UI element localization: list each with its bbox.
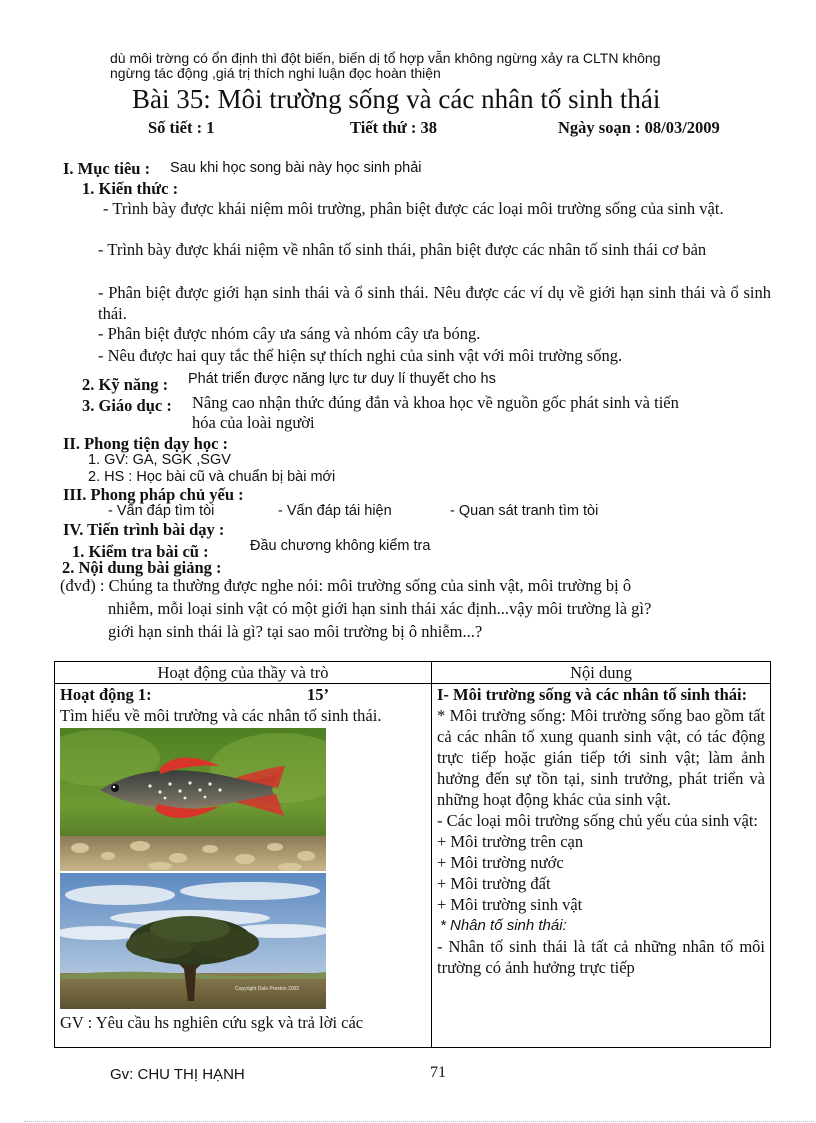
activity-cell: [55, 684, 432, 1048]
fish-image: [60, 728, 326, 871]
tien-trinh-heading: IV. Tiến trình bài dạy :: [63, 520, 225, 539]
kien-thuc-heading: 1. Kiến thức :: [82, 179, 179, 198]
tree-photo-caption: Copyright Dale Preston 2002: [235, 986, 300, 992]
intro-line-2: ngừng tác động ,giá trị thích nghi luận đọc hoàn thiện: [110, 65, 441, 81]
giao-duc-heading: 3. Giáo dục :: [82, 396, 172, 415]
giao-duc-line: Nâng cao nhận thức đúng đắn và khoa học về nguồn gốc phát sinh và tiến: [192, 393, 679, 412]
phuong-phap-heading: III. Phong pháp chủ yếu :: [63, 485, 244, 504]
giao-duc-line: hóa của loài người: [192, 413, 315, 432]
content-list-item: + Môi trường sinh vật: [437, 895, 583, 914]
content-heading: I- Môi trường sống và các nhân tố sinh thái:: [437, 685, 748, 704]
activity-label: Hoạt động 1:: [60, 685, 152, 704]
kien-thuc-item: - Phân biệt được nhóm cây ưa sáng và nhóm cây ưa bóng.: [98, 324, 481, 343]
tiet-thu: Tiết thứ : 38: [350, 118, 438, 137]
dvd-line: giới hạn sinh thái là gì? tại sao môi trường bị ô nhiễm...?: [108, 622, 483, 641]
kien-thuc-item: - Trình bày được khái niệm về nhân tố sinh thái, phân biệt được các nhân tố sinh thái cơ bản: [98, 240, 707, 259]
content-para-3: - Nhân tố sinh thái là tất cả những nhân tố môi trường có ảnh hưởng trực tiếp: [437, 937, 765, 977]
kiem-tra-text: Đầu chương không kiểm tra: [250, 538, 431, 554]
intro-line-1: dù môi trờng có ổn định thì đột biến, biến dị tổ hợp vẫn không ngừng xảy ra CLTN không: [110, 50, 661, 66]
kien-thuc-item: - Phân biệt được giới hạn sinh thái và ổ sinh thái. Nêu được các ví dụ về giới hạn sinh thái và ổ sinh thái.: [98, 283, 771, 323]
muc-tieu-heading: I. Mục tiêu :: [63, 159, 151, 178]
lesson-table: [54, 661, 771, 1048]
muc-tieu-text: Sau khi học song bài này học sinh phải: [170, 160, 422, 176]
phuong-tien-item: 1. GV: GA, SGK ,SGV: [88, 452, 231, 468]
so-tiet: Số tiết : 1: [148, 118, 215, 137]
ky-nang-heading: 2. Kỹ năng :: [82, 375, 169, 394]
footer-author: Gv: CHU THỊ HẠNH: [110, 1066, 245, 1083]
ngay-soan: Ngày soạn : 08/03/2009: [558, 118, 720, 137]
tree-image: [60, 873, 326, 1009]
dvd-line: (đvđ) : Chúng ta thường được nghe nói: môi trường sống của sinh vật, môi trường bị ô: [60, 576, 632, 595]
table-header-left: Hoạt động của thầy và trò: [55, 662, 432, 684]
kiem-tra-heading: 1. Kiểm tra bài cũ :: [72, 542, 209, 561]
kien-thuc-item: - Nêu được hai quy tắc thể hiện sự thích nghi của sinh vật với môi trường sống.: [98, 346, 623, 365]
fish-photo: [60, 728, 326, 871]
activity-time: 15’: [307, 685, 329, 704]
phuong-phap-item: - Vấn đáp tái hiện: [278, 503, 392, 519]
phuong-phap-item: - Quan sát tranh tìm tòi: [450, 503, 599, 519]
content-list-item: + Môi trường nước: [437, 853, 564, 872]
content-cell: [432, 684, 771, 1048]
tree-photo: [60, 873, 326, 1009]
table-header-right: Nội dung: [432, 662, 771, 684]
bottom-rule: [24, 1121, 814, 1122]
activity-task: Tìm hiểu về môi trường và các nhân tố sinh thái.: [60, 706, 382, 725]
page-number: 71: [430, 1064, 446, 1081]
phuong-phap-item: - Vấn đáp tìm tòi: [108, 503, 215, 519]
content-list-item: + Môi trường trên cạn: [437, 832, 584, 851]
page-title: Bài 35: Môi trường sống và các nhân tố sinh thái: [132, 84, 661, 114]
dvd-line: nhiễm, mỗi loại sinh vật có một giới hạn sinh thái xác định...vậy môi trường là gì?: [108, 599, 652, 618]
ky-nang-text: Phát triển được năng lực tư duy lí thuyết cho hs: [188, 371, 496, 387]
content-list-item: + Môi trường đất: [437, 874, 551, 893]
phuong-tien-heading: II. Phong tiện dạy học :: [63, 434, 229, 453]
kien-thuc-item: - Trình bày được khái niệm môi trường, phân biệt được các loại môi trường sống của sinh vật.: [103, 199, 724, 218]
phuong-tien-item: 2. HS : Học bài cũ và chuẩn bị bài mới: [88, 469, 336, 485]
nhan-to-heading: * Nhân tố sinh thái:: [440, 917, 567, 934]
noi-dung-heading: 2. Nội dung bài giảng :: [62, 558, 222, 577]
content-para-1: * Môi trường sống: Môi trường sống bao gồm tất cả các nhân tố xung quanh sinh vật, có tác động trực tiếp hoặc gián tiếp tới sinh vật; làm ảnh hưởng đến sự tồn tại, sinh trưởng, phát triển và những hoạt động khác của sinh vật.: [437, 706, 765, 809]
activity-footer-text: GV : Yêu cầu hs nghiên cứu sgk và trả lời các: [60, 1013, 364, 1032]
content-para-2: - Các loại môi trường sống chủ yếu của sinh vật:: [437, 811, 759, 830]
